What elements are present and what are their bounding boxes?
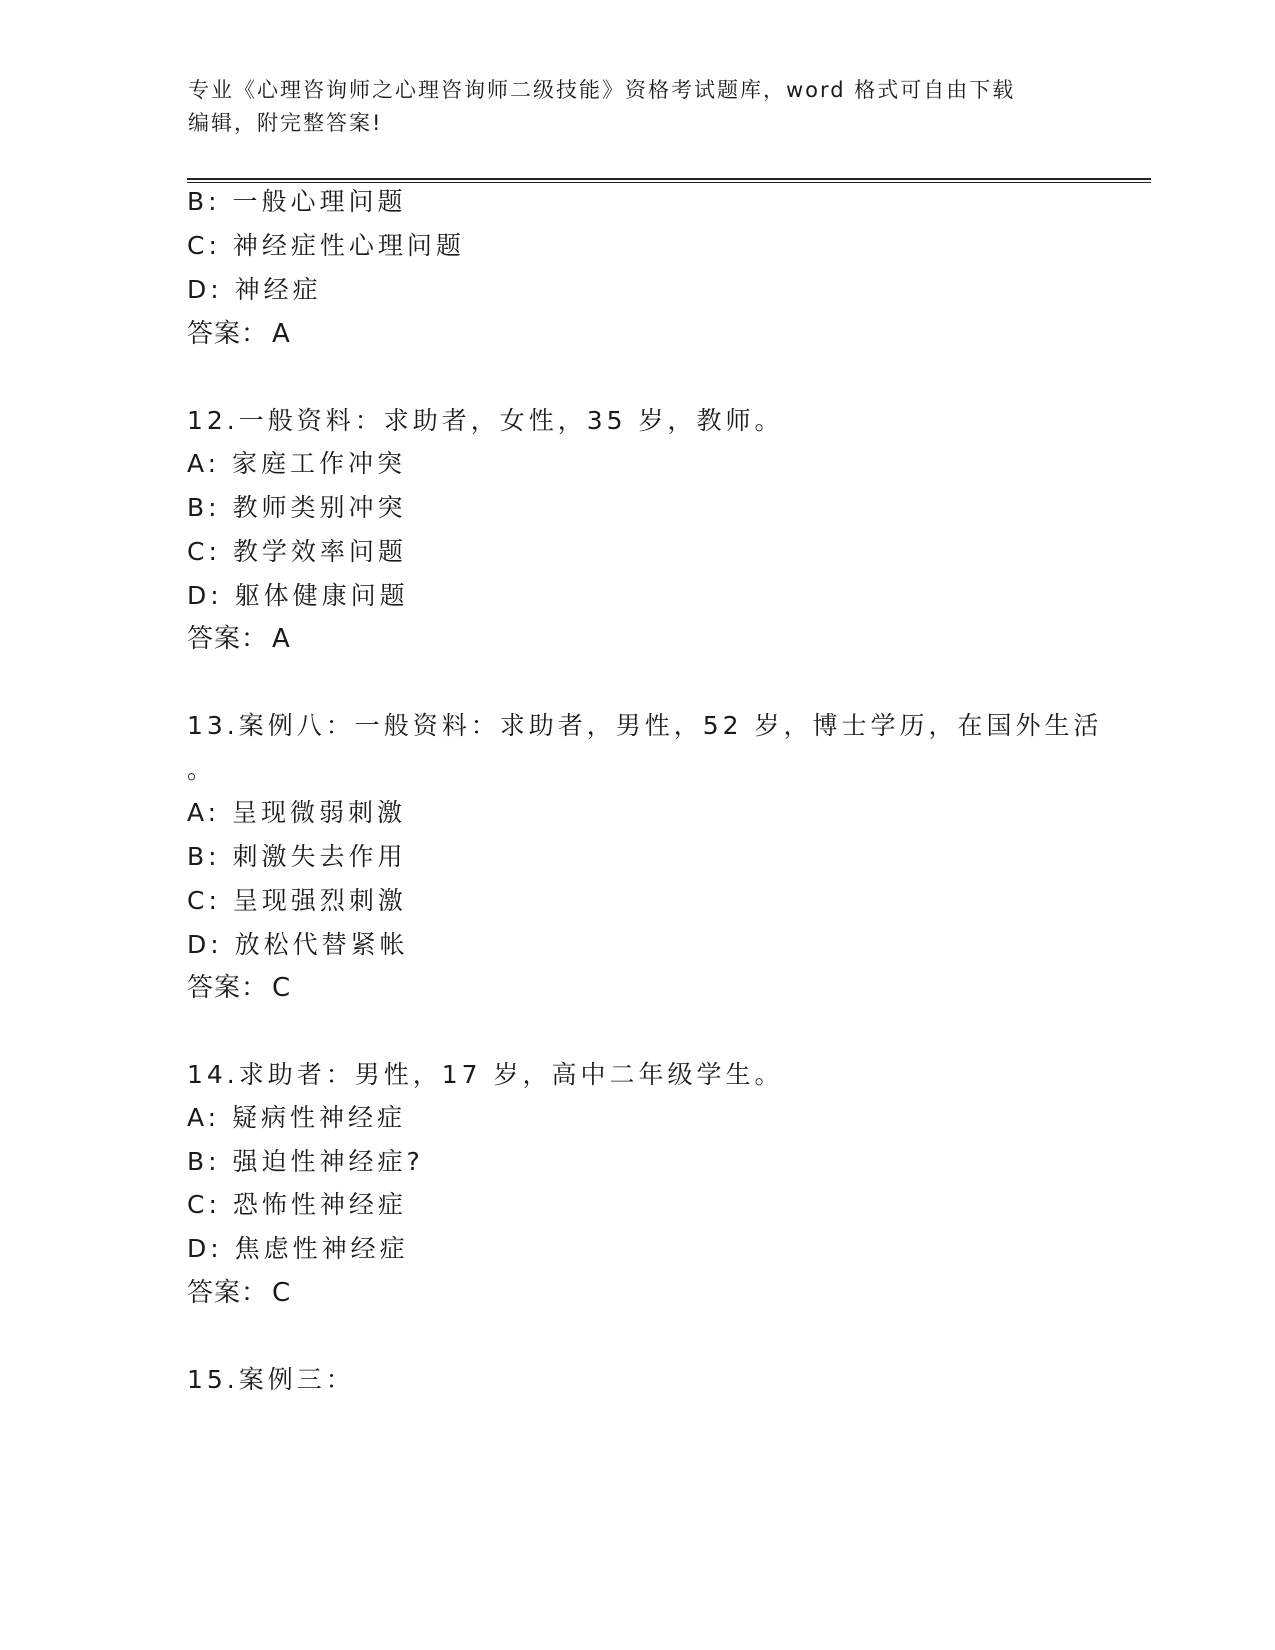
q14-stem: 14.求助者：男性，17 岁，高中二年级学生。	[187, 1060, 784, 1089]
option-letter: D:	[187, 930, 223, 959]
option-letter: C:	[187, 231, 221, 260]
q12-option-d	[187, 580, 409, 612]
q11-option-d	[187, 274, 322, 306]
q12-option-c	[187, 536, 407, 568]
option-letter: B:	[187, 493, 221, 522]
q13-stem-continuation: 。	[187, 755, 217, 784]
option-letter: A:	[187, 1103, 221, 1132]
q14-option-c	[187, 1189, 407, 1221]
option-letter: C:	[187, 886, 221, 915]
option-text: 强迫性神经症?	[232, 1147, 424, 1176]
header-line-2: 编辑，附完整答案!	[188, 111, 383, 135]
option-text: 恐怖性神经症	[232, 1190, 407, 1219]
answer-label: 答案：	[187, 1278, 269, 1308]
q11-answer	[187, 318, 291, 350]
option-text: 刺激失去作用	[232, 842, 407, 871]
option-letter: A:	[187, 798, 221, 827]
option-text: 放松代替紧帐	[234, 930, 409, 959]
answer-value: A	[272, 624, 291, 654]
header-line-1: 专业《心理咨询师之心理咨询师二级技能》资格考试题库，word 格式可自由下载	[188, 78, 1016, 102]
q13-option-c	[187, 885, 407, 917]
q13-stem: 13.案例八：一般资料：求助者，男性，52 岁，博士学历，在国外生活	[187, 711, 1103, 740]
option-letter: B:	[187, 1147, 221, 1176]
q12-option-b	[187, 492, 407, 524]
header-divider-thick	[187, 178, 1151, 180]
q13-option-b	[187, 841, 407, 873]
option-text: 教学效率问题	[232, 537, 407, 566]
option-letter: B:	[187, 187, 221, 216]
option-letter: D:	[187, 1234, 223, 1263]
option-letter: B:	[187, 842, 221, 871]
option-text: 神经症	[234, 275, 322, 304]
option-text: 躯体健康问题	[234, 581, 409, 610]
q13-option-d	[187, 929, 409, 961]
option-text: 呈现强烈刺激	[232, 886, 407, 915]
answer-label: 答案：	[187, 624, 269, 654]
document-header	[188, 74, 1088, 140]
q14-option-d	[187, 1233, 409, 1265]
option-text: 呈现微弱刺激	[232, 798, 407, 827]
q12-answer	[187, 623, 291, 655]
answer-value: C	[272, 973, 292, 1003]
q13-answer	[187, 972, 291, 1004]
answer-label: 答案：	[187, 319, 269, 349]
q11-option-b	[187, 186, 407, 218]
answer-value: C	[272, 1278, 292, 1308]
option-text: 教师类别冲突	[232, 493, 407, 522]
option-letter: C:	[187, 1190, 221, 1219]
q15-stem: 15.案例三：	[187, 1365, 355, 1394]
option-text: 疑病性神经症	[232, 1103, 407, 1132]
option-letter: D:	[187, 275, 223, 304]
option-letter: D:	[187, 581, 223, 610]
option-text: 家庭工作冲突	[232, 449, 407, 478]
q12-option-a	[187, 448, 406, 480]
q14-option-b	[187, 1146, 424, 1178]
option-letter: C:	[187, 537, 221, 566]
q13-option-a	[187, 797, 406, 829]
q14-option-a	[187, 1102, 406, 1134]
q11-option-c	[187, 230, 465, 262]
header-divider-thin	[187, 182, 1151, 183]
q12-stem: 12.一般资料：求助者，女性，35 岁，教师。	[187, 406, 784, 435]
option-text: 焦虑性神经症	[234, 1234, 409, 1263]
q14-answer	[187, 1277, 291, 1309]
answer-label: 答案：	[187, 973, 269, 1003]
option-letter: A:	[187, 449, 221, 478]
option-text: 一般心理问题	[232, 187, 407, 216]
answer-value: A	[272, 319, 291, 349]
option-text: 神经症性心理问题	[232, 231, 465, 260]
